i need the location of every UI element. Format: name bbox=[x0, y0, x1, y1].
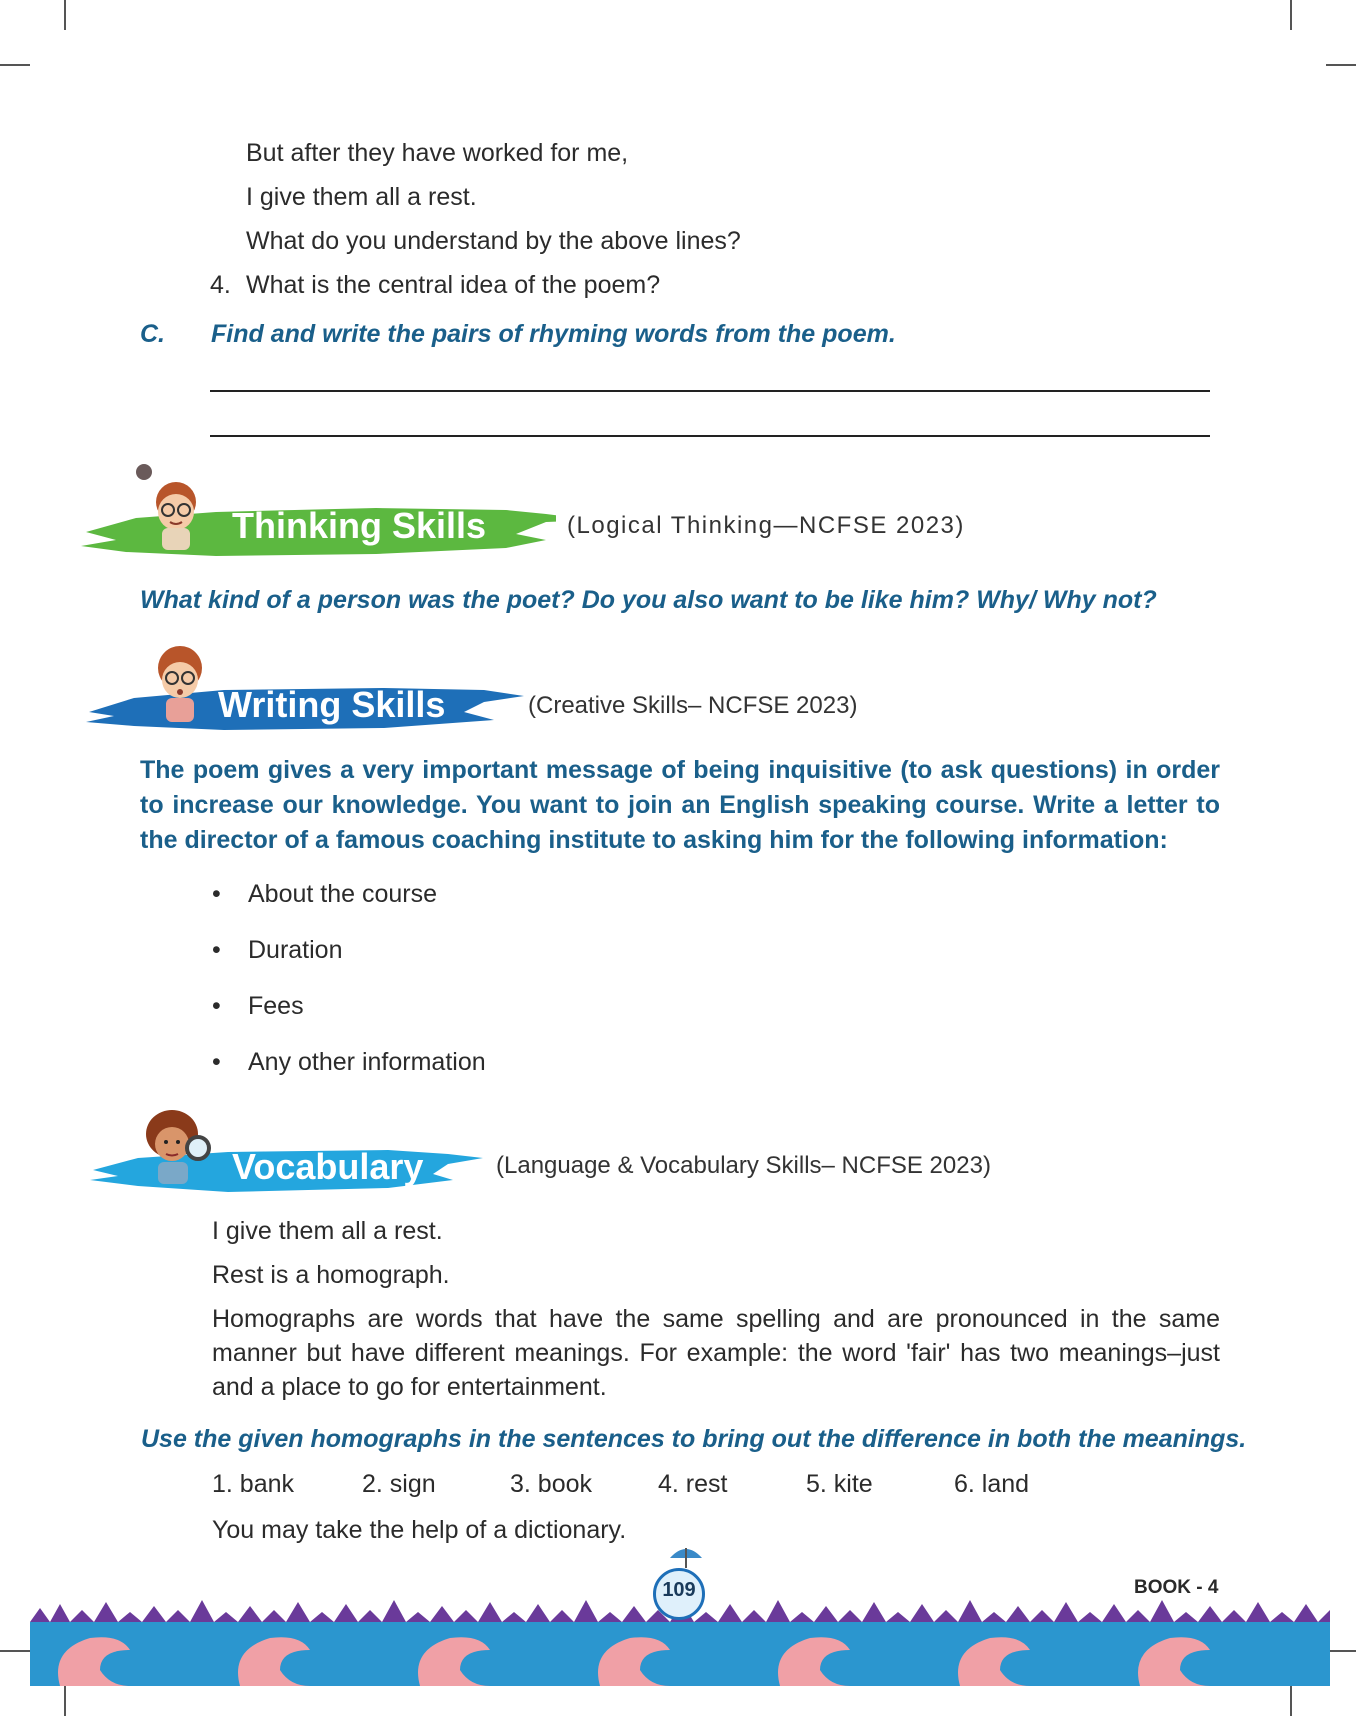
section-c-label: C. bbox=[140, 320, 165, 348]
answer-line bbox=[210, 390, 1210, 392]
bullet-item: • Any other information bbox=[212, 1048, 486, 1076]
writing-skills-title: Writing Skills bbox=[218, 684, 446, 725]
homograph-word: 1. bank bbox=[212, 1470, 295, 1498]
crop-mark bbox=[1290, 1686, 1292, 1716]
poem-line: I give them all a rest. bbox=[246, 183, 477, 211]
bullet-item: • Duration bbox=[212, 936, 343, 964]
thinking-skills-tag: (Logical Thinking—NCFSE 2023) bbox=[567, 512, 965, 539]
writing-skills-tag: (Creative Skills– NCFSE 2023) bbox=[528, 692, 858, 719]
thinking-skills-title: Thinking Skills bbox=[232, 505, 487, 546]
homograph-definition: Homographs are words that have the same spelling and are pronounced in the same manner but have different meanings. For example: the word 'fair' has two meanings–just and a place to go for entertainment. bbox=[212, 1305, 1220, 1401]
writing-prompt: The poem gives a very important message of being inquisitive (to ask questions) in order to increase our knowledge. You want to join an English speaking course. Write a letter to the director of a famous coaching institute to asking him for the following information: bbox=[140, 756, 1220, 854]
question-number: 4. bbox=[210, 271, 231, 299]
bullet-item: • Fees bbox=[212, 992, 304, 1020]
crop-mark bbox=[64, 1686, 66, 1716]
homograph-word: 2. sign bbox=[362, 1470, 436, 1498]
section-c-question: Find and write the pairs of rhyming words from the poem. bbox=[211, 320, 896, 348]
question-line: What do you understand by the above lines? bbox=[246, 227, 741, 255]
crop-mark bbox=[0, 64, 30, 66]
homograph-word: 6. land bbox=[954, 1470, 1030, 1498]
homograph-instruction: Use the given homographs in the sentences to bring out the difference in both the meanings. bbox=[141, 1425, 1247, 1453]
thinking-question: What kind of a person was the poet? Do you also want to be like him? Why/ Why not? bbox=[140, 586, 1157, 614]
poem-line: But after they have worked for me, bbox=[246, 139, 629, 167]
homograph-word: 3. book bbox=[510, 1470, 593, 1498]
globe-icon bbox=[666, 1540, 706, 1570]
bullet-item: • About the course bbox=[212, 880, 438, 908]
crop-mark bbox=[1326, 64, 1356, 66]
crop-mark bbox=[0, 1650, 30, 1652]
book-label: BOOK - 4 bbox=[1134, 1577, 1219, 1598]
vocab-example: I give them all a rest. bbox=[212, 1217, 443, 1245]
crop-mark bbox=[1326, 1650, 1356, 1652]
answer-line bbox=[210, 435, 1210, 437]
crop-mark bbox=[1290, 0, 1292, 30]
crop-mark bbox=[64, 0, 66, 30]
dictionary-hint: You may take the help of a dictionary. bbox=[212, 1516, 627, 1544]
homograph-word: 4. rest bbox=[658, 1470, 728, 1498]
vocabulary-tag: (Language & Vocabulary Skills– NCFSE 2023) bbox=[496, 1152, 991, 1179]
page-number: 109 bbox=[662, 1579, 696, 1601]
question-4: What is the central idea of the poem? bbox=[246, 271, 661, 299]
vocabulary-title: Vocabulary bbox=[232, 1146, 424, 1187]
homograph-word: 5. kite bbox=[806, 1470, 873, 1498]
vocab-statement: Rest is a homograph. bbox=[212, 1261, 450, 1289]
